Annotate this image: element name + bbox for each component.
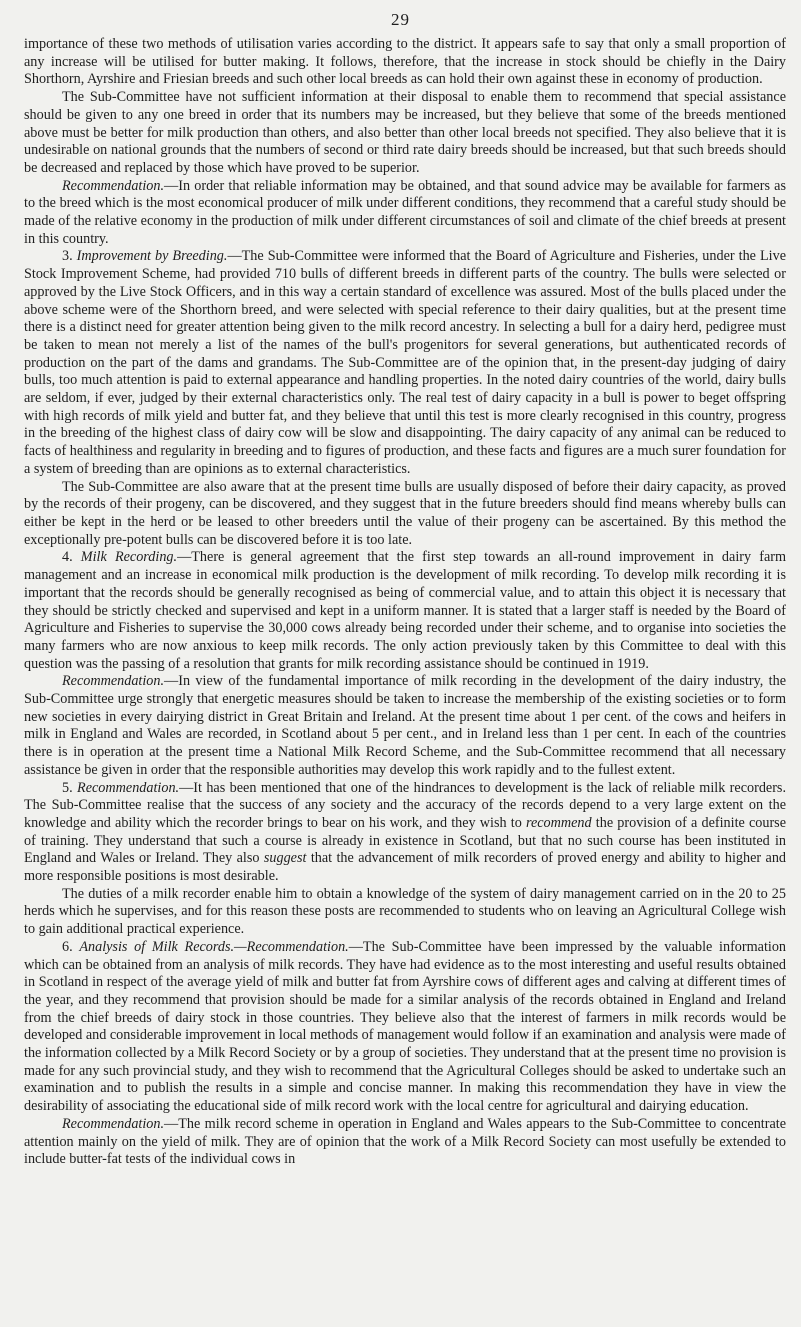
paragraph: The Sub-Committee are also aware that at the present time bulls are usually disposed of before their dairy capacity, as proved by the records of their progeny, can be discovered, and they suggest that in the future breeders should find means whereby bulls can either be kept in the herd or be leased to other breeders until the value of their progeny can be ascertained. By this method the exceptionally pre-potent bulls can be discovered before it is too late. <box>24 478 786 548</box>
section-heading: Improvement by Breeding. <box>76 248 228 265</box>
section-number: 5. <box>62 779 73 796</box>
body-text <box>24 36 786 1169</box>
recommendation-label: Recommendation. <box>77 779 180 796</box>
paragraph: importance of these two methods of utilisation varies according to the district. It appears safe to say that only a small proportion of any increase will be utilised for butter making. It follows, therefore, that the increase in stock should be chiefly in the Dairy Shorthorn, Ayrshire and Friesian breeds and such other local breeds as can hold their own against these in economy of production. <box>24 36 786 88</box>
section-heading: Analysis of Milk Records.—Recommendation. <box>79 938 349 955</box>
section-number: 3. <box>62 248 73 265</box>
section-heading: Milk Recording. <box>80 549 178 566</box>
paragraph: 5. Recommendation.—It has been mentioned that one of the hindrances to development is the lack of reliable milk recorders. The Sub-Committee realise that the success of any society and the accuracy of the records depend to a very large extent on the knowledge and ability which the recorder brings to bear on his work, and they wish to recommend the provision of a definite course of training. They understand that such a course is already in existence in Scotland, but that no such course has been instituted in England and Wales or Ireland. They also suggest that the advancement of milk recorders of proved energy and ability to higher and more responsible positions is most desirable. <box>24 779 787 885</box>
page-number: 29 <box>391 10 410 29</box>
paragraph: Recommendation.—In view of the fundamental importance of milk recording in the development of the dairy industry, the Sub-Committee urge strongly that energetic measures should be taken to increase the membership of the existing societies or to form new societies in every dairying district in Great Britain and Ireland. At the present time about 1 per cent. of the cows and heifers in milk in England and Wales are recorded, in Scotland about 5 per cent., and in Ireland less than 1 per cent. In each of the countries there is in operation at the present time a National Milk Record Scheme, and the Sub-Committee recommend that all necessary assistance be given in order that the responsible authorities may develop this work rapidly and to the fullest extent. <box>24 673 786 778</box>
paragraph: Recommendation.—In order that reliable information may be obtained, and that sound advice may be available for farmers as to the breed which is the most economical producer of milk under different conditions, they recommend that a careful study should be made of the relative economy in the production of milk under different circumstances of soil and climate of the chief breeds at present in this country. <box>24 177 786 247</box>
paragraph: 3. Improvement by Breeding.—The Sub-Committee were informed that the Board of Agriculture and Fisheries, under the Live Stock Improvement Scheme, had provided 710 bulls of different breeds in different parts of the country. The bulls were selected or approved by the Live Stock Officers, and in this way a certain standard of excellence was assured. Most of the bulls placed under the above scheme were of the Shorthorn breed, and were selected with special reference to their dairy qualities, but at the present time there is a distinct need for greater attention being given to the milk record ancestry. In selecting a bull for a dairy herd, pedigree must be taken to mean not merely a list of the names of the bull's progenitors for several generations, but authenticated records of production on the part of the dams and grandams. The Sub-Committee are of the opinion that, in the present-day judging of dairy bulls, too much attention is paid to external appearance and handling properties. In the noted dairy countries of the world, dairy bulls are seldom, if ever, judged by their external characteristics only. The real test of dairy capacity in a bull is power to beget offspring with high records of milk yield and butter fat, and they believe that until this test is more clearly recognised in this country, progress in the breeding of the highest class of dairy cow will be slow and disappointing. The dairy capacity of any animal can be reduced to facts of healthiness and regularity in breeding and to figures of production, and these facts and figures are a much surer foundation for a system of breeding than are opinions as to external characteristics. <box>24 248 786 477</box>
section-number: 6. <box>62 938 73 955</box>
paragraph: Recommendation.—The milk record scheme in operation in England and Wales appears to the Sub-Committee to concentrate attention mainly on the yield of milk. They are of opinion that the work of a Milk Record Society can most usefully be extended to include butter-fat tests of the individual cows in <box>24 1115 786 1168</box>
paragraph: 6. Analysis of Milk Records.—Recommendation.—The Sub-Committee have been impressed by the valuable information which can be obtained from an analysis of milk records. They have had evidence as to the most interesting and useful results obtained in Scotland in respect of the average yield of milk and butter fat from Ayrshire cows of different ages and calving at different times of the year, and they recommend that provision should be made for a similar analysis of the records obtained in England and Ireland from the chief breeds of dairy stock in those countries. They believe also that the interest of farmers in milk records would be developed and considerable improvement in local methods of management would follow if an examination and analysis were made of the information collected by a Milk Record Society or by a group of societies. They understand that at the present time no provision is made for any such provincial study, and they wish to recommend that the Agricultural Colleges should be asked to undertake such an examination and to publish the results in a simple and concise manner. In making this recommendation they have in view the desirability of associating the educational side of milk record work with the local centre for agricultural and dairying education. <box>24 938 787 1115</box>
paragraph: The duties of a milk recorder enable him to obtain a knowledge of the system of dairy management carried on in the 20 to 25 herds which he supervises, and for this reason these posts are recommended to students who on leaving an Agricultural College wish to gain additional practical experience. <box>24 885 786 938</box>
section-number: 4. <box>62 549 73 566</box>
recommendation-label: Recommendation. <box>62 673 165 690</box>
recommendation-label: Recommendation. <box>62 177 165 194</box>
recommendation-label: Recommendation. <box>62 1115 165 1132</box>
paragraph: 4. Milk Recording.—There is general agreement that the first step towards an all-round improvement in dairy farm management and an increase in economical milk production is the development of milk recording. To develop milk recording it is important that the records should be generally recognised as being of commercial value, and to attain this object it is necessary that they should be strictly checked and supervised and kept in a uniform manner. It is stated that a larger staff is needed by the Board of Agriculture and Fisheries to supervise the 30,000 cows already being recorded under their scheme, and to organise into societies the many farmers who are now anxious to keep milk records. The only action previously taken by this Committee to deal with this question was the passing of a resolution that grants for milk recording assistance should be continued in 1919. <box>24 549 787 672</box>
paragraph: The Sub-Committee have not sufficient information at their disposal to enable them to recommend that special assistance should be given to any one breed in order that its numbers may be increased, but they believe that some of the breeds mentioned above must be better for milk production than others, and also better than other local breeds not specified. They also believe that it is undesirable on national grounds that the numbers of second or third rate dairy breeds should be increased, but that such breeds should be decreased and replaced by those which have proved to be superior. <box>24 89 786 176</box>
